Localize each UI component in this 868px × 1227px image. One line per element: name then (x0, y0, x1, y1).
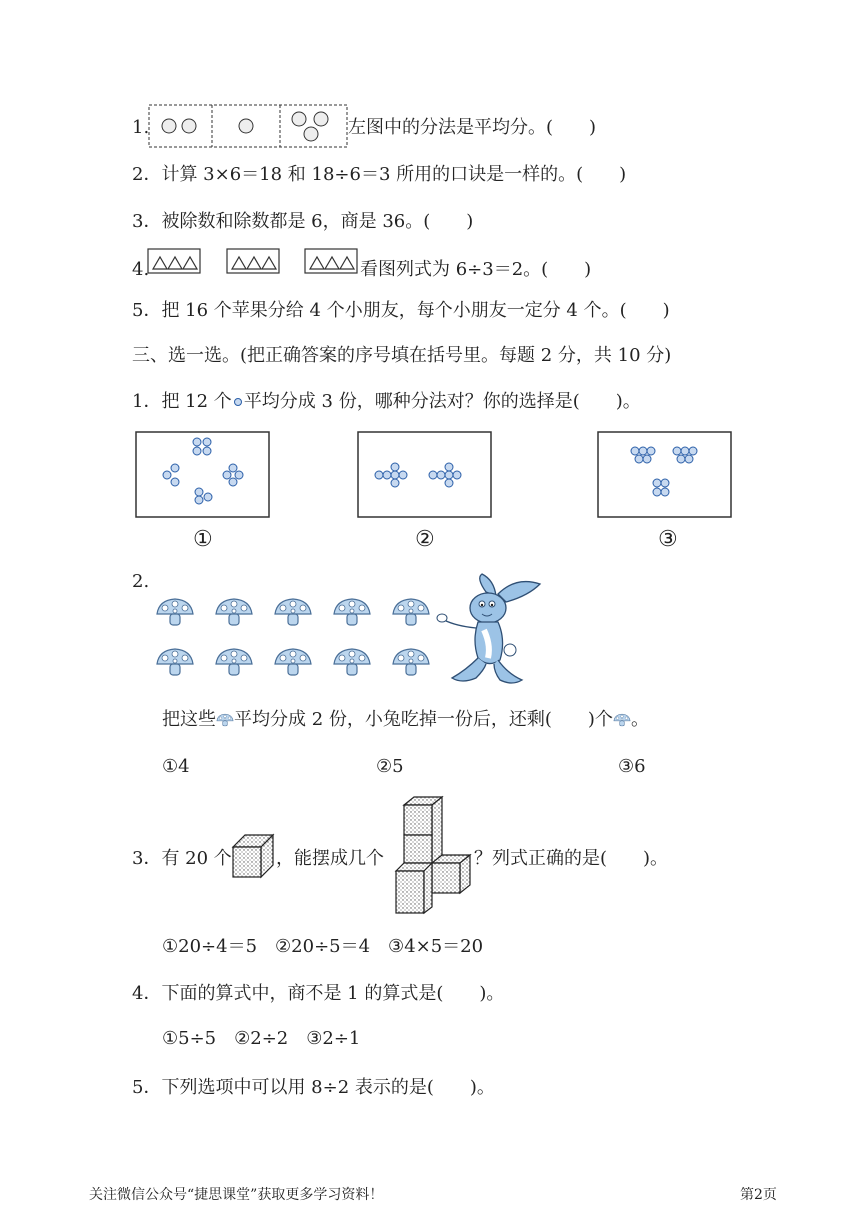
s3-q2-text-end: 。 (630, 709, 649, 730)
page-number: 第2页 (740, 1187, 777, 1203)
s3-q1-option-2: ② (415, 527, 435, 552)
s3-q3-text-c: ？列式正确的是( )。 (474, 848, 669, 869)
s3-q2-option-3: ③6 (618, 756, 646, 777)
s3-q5-text: 5．下列选项中可以用 8÷2 表示的是( )。 (132, 1077, 495, 1098)
single-cube-icon (231, 833, 275, 879)
s3-q1-option-1: ① (193, 527, 213, 552)
tf-q4-number: 4. (132, 259, 150, 280)
option-2-dots-figure (357, 431, 493, 519)
s3-q3-options: ①20÷4＝5 ②20÷5＝4 ③4×5＝20 (162, 936, 484, 957)
s3-q2-option-2: ②5 (376, 756, 404, 777)
s3-q4-options: ①5÷5 ②2÷2 ③2÷1 (162, 1028, 361, 1049)
s3-q3-text-b: ，能摆成几个 (276, 848, 384, 869)
circle-groups-figure (148, 104, 348, 148)
tf-q1-text: 左图中的分法是平均分。( ) (348, 117, 597, 138)
tf-q3-text: 3．被除数和除数都是 6，商是 36。( ) (132, 211, 474, 232)
tf-q1-number: 1. (132, 117, 150, 138)
s3-q2-number: 2. (132, 571, 150, 592)
mushrooms-figure (155, 598, 435, 686)
small-dot-icon (232, 396, 244, 408)
option-3-dots-figure (597, 431, 733, 519)
triangle-groups-figure (147, 247, 359, 277)
s3-q2-text-before: 把这些 (162, 709, 216, 730)
mushroom-icon (216, 712, 234, 728)
rabbit-illustration (436, 570, 546, 688)
mushroom-icon (613, 712, 631, 728)
tf-q4-text: 看图列式为 6÷3＝2。( ) (360, 259, 592, 280)
s3-q3-text-a: 3．有 20 个 (132, 848, 232, 869)
option-1-dots-figure (135, 431, 271, 519)
s3-q4-text: 4．下面的算式中，商不是 1 的算式是( )。 (132, 983, 505, 1004)
s3-q2-option-1: ①4 (162, 756, 190, 777)
tf-q5-text: 5．把 16 个苹果分给 4 个小朋友，每个小朋友一定分 4 个。( ) (132, 300, 670, 321)
stacked-cubes-icon (394, 795, 472, 917)
s3-q1-text-after: 平均分成 3 份，哪种分法对？你的选择是( )。 (243, 391, 641, 412)
tf-q2-text: 2．计算 3×6＝18 和 18÷6＝3 所用的口诀是一样的。( ) (132, 164, 627, 185)
s3-q2-text-mid: 平均分成 2 份，小兔吃掉一份后，还剩( )个 (234, 709, 613, 730)
s3-q1-text-before: 1．把 12 个 (132, 391, 232, 412)
section3-heading: 三、选一选。(把正确答案的序号填在括号里。每题 2 分，共 10 分) (132, 345, 672, 366)
footer-left-text: 关注微信公众号“捷思课堂”获取更多学习资料！ (89, 1187, 384, 1203)
s3-q1-option-3: ③ (658, 527, 678, 552)
